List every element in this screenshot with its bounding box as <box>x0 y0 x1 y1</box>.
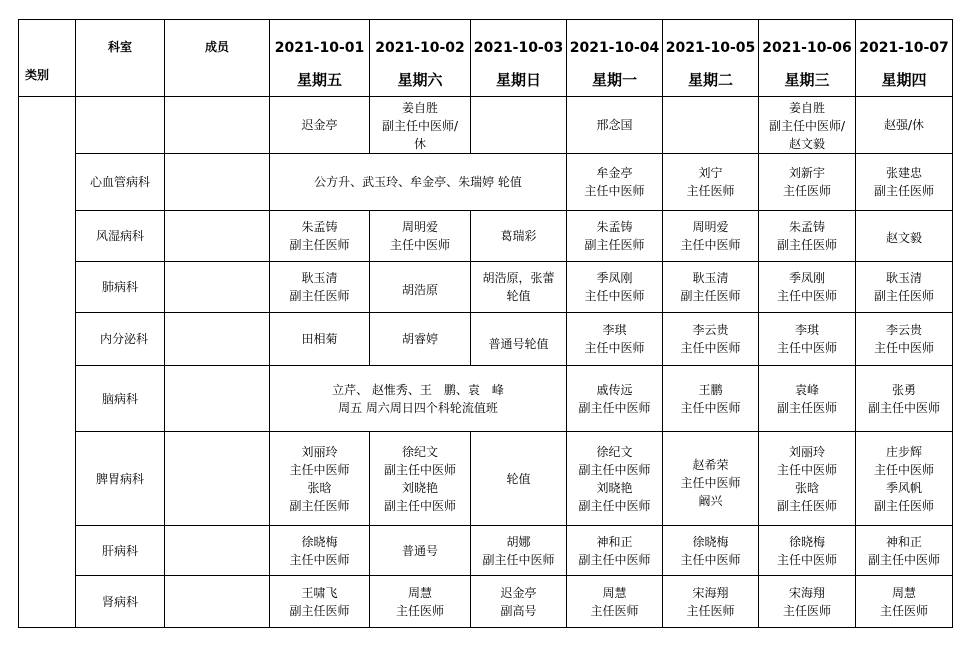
cell-text-line: 副主任中医师 <box>867 552 940 567</box>
cell-text-line: 葛瑞彩 <box>500 229 537 243</box>
date-header: 2021-10-02 星期六 <box>370 20 471 97</box>
cell-text-line: 主任医师 <box>782 603 831 618</box>
cell-text-line: 神和正 <box>885 534 922 549</box>
table-row <box>19 97 953 154</box>
cell-text-line: 主任中医师 <box>584 341 645 355</box>
cell-text-line: 朱孟铸 <box>788 220 825 234</box>
cell-text-line: 戚传远 <box>596 382 633 397</box>
department-cell: 风湿病科 <box>76 211 165 262</box>
header-row <box>19 20 953 97</box>
cell-text-line: 主任中医师 <box>873 462 934 477</box>
cell-text-line: 主任中医师 <box>289 462 350 477</box>
cell-text-line: 徐晓梅 <box>788 534 825 549</box>
cell-text-line: 李云贵 <box>692 323 729 337</box>
duty-cell <box>759 262 856 313</box>
duty-cell <box>270 432 370 526</box>
members-cell <box>165 154 270 211</box>
duty-cell <box>663 313 759 366</box>
duty-cell <box>471 262 567 313</box>
duty-cell <box>856 432 953 526</box>
cell-text-line: 主任医师 <box>782 184 831 198</box>
duty-cell <box>471 576 567 628</box>
duty-cell <box>471 211 567 262</box>
duty-cell <box>759 576 856 628</box>
cell-text-line: 主任中医师 <box>389 238 450 252</box>
cell-text-line: 普通号轮值 <box>488 337 549 351</box>
cell-text-line: 迟金亭 <box>500 585 537 600</box>
department-cell: 脑病科 <box>76 366 165 432</box>
cell-text-line: 刘丽玲 <box>301 444 338 459</box>
duty-cell <box>856 526 953 576</box>
date-header: 2021-10-01 星期五 <box>270 20 370 97</box>
members-cell <box>165 576 270 628</box>
cell-text-line: 副主任中医师/ <box>768 119 846 133</box>
table-row <box>19 526 953 576</box>
cell-text-line: 耿玉清 <box>301 271 338 285</box>
duty-cell <box>270 262 370 313</box>
cell-text-line: 主任中医师 <box>776 341 837 355</box>
members-cell <box>165 526 270 576</box>
cell-text-line: 姜自胜 <box>788 101 825 115</box>
cell-text-line: 主任中医师 <box>680 552 741 567</box>
duty-cell <box>471 313 567 366</box>
cell-text-line: 主任中医师 <box>680 238 741 252</box>
duty-cell <box>471 526 567 576</box>
cell-text-line: 主任中医师 <box>776 289 837 303</box>
cell-text-line: 副主任中医师/ <box>381 119 459 133</box>
department-cell <box>76 97 165 154</box>
table-row <box>19 576 953 628</box>
cell-text-line: 副主任中医师 <box>383 498 456 513</box>
category-header: 类别 <box>19 20 76 97</box>
cell-text-line: 主任中医师 <box>680 341 741 355</box>
department-cell: 脾胃病科 <box>76 432 165 526</box>
cell-text-line: 周慧 <box>407 585 432 600</box>
cell-text-line: 休 <box>413 137 426 151</box>
cell-text-line: 立芹、 赵惟秀、王 鹏、袁 峰 <box>332 382 504 397</box>
duty-cell <box>856 154 953 211</box>
duty-cell <box>663 154 759 211</box>
cell-text-line: 周慧 <box>891 585 916 600</box>
cell-text-line: 张勇 <box>891 382 916 397</box>
cell-text-line: 副主任中医师 <box>482 552 555 567</box>
duty-cell <box>370 262 471 313</box>
cell-text-line: 副主任医师 <box>289 498 350 513</box>
table-row <box>19 432 953 526</box>
cell-text-line: 胡娜 <box>506 534 531 549</box>
cell-text-line: 副主任医师 <box>289 603 350 618</box>
duty-cell <box>370 432 471 526</box>
cell-text-line: 主任中医师 <box>584 289 645 303</box>
department-cell: 肺病科 <box>76 262 165 313</box>
cell-text-line: 袁峰 <box>794 382 819 397</box>
cell-text-line: 副主任医师 <box>776 400 837 415</box>
duty-cell <box>270 576 370 628</box>
cell-text-line: 副主任医师 <box>776 498 837 513</box>
cell-text-line: 公方升、武玉玲、牟金亭、朱瑞婷 轮值 <box>314 175 522 189</box>
members-cell <box>165 97 270 154</box>
cell-text-line: 副主任中医师 <box>383 462 456 477</box>
members-cell <box>165 432 270 526</box>
duty-cell <box>856 576 953 628</box>
duty-cell <box>759 313 856 366</box>
cell-text-line: 副主任医师 <box>584 238 645 252</box>
cell-text-line: 季凤刚 <box>788 271 825 285</box>
cell-text-line: 季风帆 <box>885 480 922 495</box>
duty-cell <box>567 154 663 211</box>
table-row <box>19 262 953 313</box>
cell-text-line: 刘晓艳 <box>401 480 438 495</box>
cell-text-line: 轮值 <box>506 289 531 303</box>
cell-text-line: 季凤刚 <box>596 271 633 285</box>
cell-text-line: 主任医师 <box>590 603 639 618</box>
cell-text-line: 副主任中医师 <box>867 400 940 415</box>
cell-text-line: 宋海翔 <box>692 585 729 600</box>
cell-text-line: 副高号 <box>500 603 537 618</box>
cell-text-line: 张晗 <box>307 480 332 495</box>
duty-cell <box>567 313 663 366</box>
duty-cell <box>663 366 759 432</box>
cell-text-line: 徐纪文 <box>596 444 633 459</box>
duty-cell <box>370 576 471 628</box>
duty-cell <box>856 211 953 262</box>
cell-text-line: 张建忠 <box>885 166 922 180</box>
duty-cell <box>270 313 370 366</box>
cell-text-line: 主任中医师 <box>776 552 837 567</box>
duty-cell <box>663 97 759 154</box>
cell-text-line: 副主任医师 <box>289 289 350 303</box>
duty-cell <box>663 262 759 313</box>
cell-text-line: 迟金亭 <box>301 118 338 132</box>
date-header: 2021-10-06 星期三 <box>759 20 856 97</box>
department-cell: 内分泌科 <box>76 313 165 366</box>
cell-text-line: 刘晓艳 <box>596 480 633 495</box>
duty-cell <box>567 366 663 432</box>
cell-text-line: 主任医师 <box>879 603 928 618</box>
cell-text-line: 李琪 <box>794 323 819 337</box>
duty-cell <box>370 313 471 366</box>
cell-text-line: 普通号 <box>401 543 438 558</box>
cell-text-line: 主任医师 <box>686 603 735 618</box>
members-cell <box>165 262 270 313</box>
cell-text-line: 副主任医师 <box>873 498 934 513</box>
duty-cell <box>856 366 953 432</box>
cell-text-line: 副主任中医师 <box>578 462 651 477</box>
cell-text-line: 主任中医师 <box>680 476 741 490</box>
cell-text-line: 邢念国 <box>596 118 633 132</box>
cell-text-line: 副主任医师 <box>873 184 934 198</box>
table-row <box>19 211 953 262</box>
duty-cell <box>759 211 856 262</box>
duty-cell <box>567 432 663 526</box>
duty-cell <box>370 97 471 154</box>
cell-text-line: 田相菊 <box>301 332 338 346</box>
cell-text-line: 赵强/休 <box>883 118 925 132</box>
cell-text-line: 主任中医师 <box>776 462 837 477</box>
duty-cell <box>663 211 759 262</box>
cell-text-line: 主任医师 <box>395 603 444 618</box>
date-header: 2021-10-07 星期四 <box>856 20 953 97</box>
cell-text-line: 李琪 <box>602 323 627 337</box>
duty-cell <box>567 97 663 154</box>
cell-text-line: 周慧 <box>602 585 627 600</box>
cell-text-line: 刘宁 <box>698 166 723 180</box>
table-row <box>19 313 953 366</box>
duty-cell <box>471 432 567 526</box>
cell-text-line: 徐纪文 <box>401 444 438 459</box>
duty-cell <box>370 526 471 576</box>
duty-cell <box>370 211 471 262</box>
cell-text-line: 姜自胜 <box>401 101 438 115</box>
cell-text-line: 周明爱 <box>401 220 438 234</box>
cell-text-line: 主任医师 <box>686 184 735 198</box>
cell-text-line: 李云贵 <box>885 323 922 337</box>
cell-text-line: 赵文毅 <box>788 137 825 151</box>
date-header: 2021-10-04 星期一 <box>567 20 663 97</box>
cell-text-line: 赵文毅 <box>885 231 922 245</box>
duty-cell <box>567 211 663 262</box>
department-cell: 心血管病科 <box>76 154 165 211</box>
cell-text-line: 副主任中医师 <box>578 498 651 513</box>
duty-cell <box>856 262 953 313</box>
cell-text-line: 刘丽玲 <box>788 444 825 459</box>
cell-text-line: 耿玉清 <box>885 271 922 285</box>
cell-text-line: 朱孟铸 <box>301 220 338 234</box>
cell-text-line: 牟金亭 <box>596 166 633 180</box>
duty-cell <box>471 97 567 154</box>
table-row <box>19 366 953 432</box>
cell-text-line: 王啸飞 <box>301 585 338 600</box>
date-header: 2021-10-05 星期二 <box>663 20 759 97</box>
duty-cell <box>759 526 856 576</box>
cell-text-line: 胡浩原，张蕾 <box>482 271 555 285</box>
members-cell <box>165 366 270 432</box>
duty-cell <box>270 154 567 211</box>
cell-text-line: 徐晓梅 <box>301 534 338 549</box>
cell-text-line: 周明爱 <box>692 220 729 234</box>
duty-cell <box>663 432 759 526</box>
duty-cell <box>663 576 759 628</box>
duty-cell <box>663 526 759 576</box>
duty-cell <box>270 366 567 432</box>
cell-text-line: 王鹏 <box>698 382 723 397</box>
members-cell <box>165 211 270 262</box>
cell-text-line: 副主任医师 <box>776 238 837 252</box>
cell-text-line: 神和正 <box>596 534 633 549</box>
cell-text-line: 庄步辉 <box>885 444 922 459</box>
duty-cell <box>759 366 856 432</box>
cell-text-line: 刘新宇 <box>788 166 825 180</box>
duty-cell <box>270 211 370 262</box>
cell-text-line: 副主任中医师 <box>578 400 651 415</box>
table-row <box>19 154 953 211</box>
cell-text-line: 耿玉清 <box>692 271 729 285</box>
duty-schedule-table <box>18 19 953 628</box>
department-cell: 肝病科 <box>76 526 165 576</box>
cell-text-line: 胡浩原 <box>401 282 438 297</box>
cell-text-line: 轮值 <box>506 471 531 486</box>
members-cell <box>165 313 270 366</box>
members-header: 成员 <box>165 20 270 97</box>
cell-text-line: 副主任医师 <box>680 289 741 303</box>
cell-text-line: 张晗 <box>794 480 819 495</box>
duty-cell <box>856 97 953 154</box>
cell-text-line: 主任中医师 <box>289 552 350 567</box>
cell-text-line: 副主任中医师 <box>578 552 651 567</box>
date-header: 2021-10-03 星期日 <box>471 20 567 97</box>
cell-text-line: 周五 周六周日四个科轮流值班 <box>338 400 498 415</box>
cell-text-line: 朱孟铸 <box>596 220 633 234</box>
cell-text-line: 副主任医师 <box>873 289 934 303</box>
cell-text-line: 宋海翔 <box>788 585 825 600</box>
duty-cell <box>759 154 856 211</box>
duty-cell <box>567 262 663 313</box>
duty-cell <box>270 97 370 154</box>
cell-text-line: 阚兴 <box>698 494 723 508</box>
cell-text-line: 赵希荣 <box>692 458 729 472</box>
duty-cell <box>856 313 953 366</box>
cell-text-line: 徐晓梅 <box>692 534 729 549</box>
duty-cell <box>567 526 663 576</box>
duty-cell <box>270 526 370 576</box>
department-header: 科室 <box>76 20 165 97</box>
cell-text-line: 主任中医师 <box>584 184 645 198</box>
department-cell: 肾病科 <box>76 576 165 628</box>
cell-text-line: 主任中医师 <box>873 341 934 355</box>
cell-text-line: 胡睿婷 <box>401 332 438 346</box>
cell-text-line: 副主任医师 <box>289 238 350 252</box>
category-cell <box>19 97 76 628</box>
duty-cell <box>759 432 856 526</box>
duty-cell <box>759 97 856 154</box>
duty-cell <box>567 576 663 628</box>
cell-text-line: 主任中医师 <box>680 400 741 415</box>
